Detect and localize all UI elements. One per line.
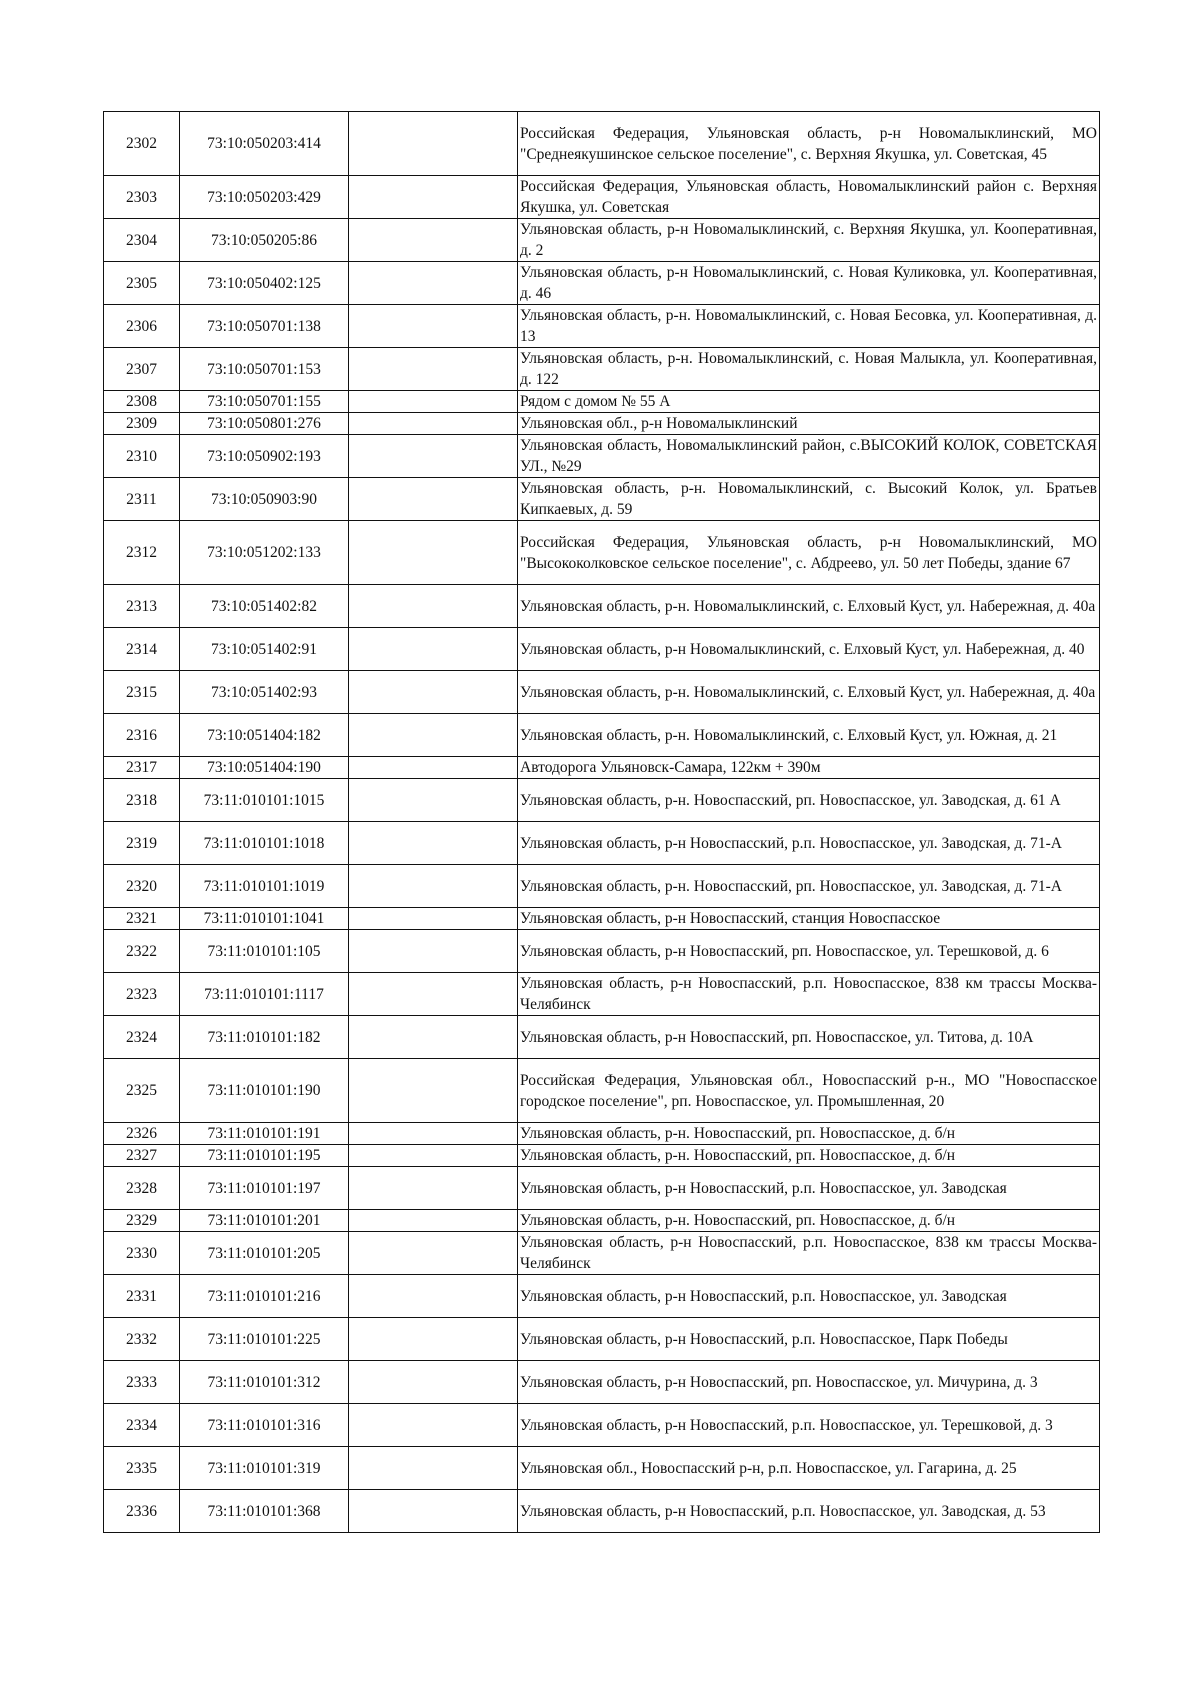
table-row [104, 822, 1100, 865]
address-cell: Ульяновская область, р-н Новоспасский, рп. Новоспасское, ул. Мичурина, д. 3 [518, 1361, 1100, 1404]
row-number-cell: 2327 [104, 1145, 180, 1167]
row-number-cell: 2312 [104, 521, 180, 585]
table-row [104, 1210, 1100, 1232]
empty-cell [349, 413, 518, 435]
table-row [104, 521, 1100, 585]
empty-cell [349, 478, 518, 521]
table-row [104, 973, 1100, 1016]
table-row [104, 1123, 1100, 1145]
row-number-cell: 2325 [104, 1059, 180, 1123]
empty-cell [349, 521, 518, 585]
table-row [104, 348, 1100, 391]
address-cell: Ульяновская область, р-н. Новомалыклинский, с. Новая Малыкла, ул. Кооперативная, д. 122 [518, 348, 1100, 391]
registry-table [103, 111, 1100, 1533]
table-row [104, 714, 1100, 757]
table-row [104, 1318, 1100, 1361]
table-row [104, 1404, 1100, 1447]
empty-cell [349, 671, 518, 714]
cadastral-number-cell: 73:11:010101:225 [180, 1318, 349, 1361]
table-row [104, 1016, 1100, 1059]
empty-cell [349, 1059, 518, 1123]
table-row [104, 865, 1100, 908]
cadastral-number-cell: 73:11:010101:191 [180, 1123, 349, 1145]
row-number-cell: 2302 [104, 112, 180, 176]
address-cell: Ульяновская обл., р-н Новомалыклинский [518, 413, 1100, 435]
address-cell: Ульяновская область, Новомалыклинский район, с.ВЫСОКИЙ КОЛОК, СОВЕТСКАЯ УЛ., №29 [518, 435, 1100, 478]
empty-cell [349, 779, 518, 822]
row-number-cell: 2331 [104, 1275, 180, 1318]
address-cell: Ульяновская область, р-н. Новомалыклинский, с. Высокий Колок, ул. Братьев Кипкаевых, д. 59 [518, 478, 1100, 521]
empty-cell [349, 305, 518, 348]
empty-cell [349, 435, 518, 478]
address-cell: Ульяновская область, р-н Новомалыклинский, с. Новая Куликовка, ул. Кооперативная, д. 46 [518, 262, 1100, 305]
cadastral-number-cell: 73:11:010101:1117 [180, 973, 349, 1016]
address-cell: Ульяновская область, р-н. Новоспасский, рп. Новоспасское, д. б/н [518, 1210, 1100, 1232]
cadastral-number-cell: 73:11:010101:312 [180, 1361, 349, 1404]
table-row [104, 262, 1100, 305]
empty-cell [349, 1404, 518, 1447]
row-number-cell: 2324 [104, 1016, 180, 1059]
row-number-cell: 2326 [104, 1123, 180, 1145]
row-number-cell: 2311 [104, 478, 180, 521]
row-number-cell: 2319 [104, 822, 180, 865]
table-row [104, 1059, 1100, 1123]
empty-cell [349, 1016, 518, 1059]
cadastral-number-cell: 73:10:050701:138 [180, 305, 349, 348]
table-row [104, 1490, 1100, 1533]
address-cell: Российская Федерация, Ульяновская область, р-н Новомалыклинский, МО "Среднеякушинское сельское поселение", с. Верхняя Якушка, ул. Советская, 45 [518, 112, 1100, 176]
empty-cell [349, 865, 518, 908]
address-cell: Российская Федерация, Ульяновская область, Новомалыклинский район с. Верхняя Якушка, ул. Советская [518, 176, 1100, 219]
address-cell: Ульяновская область, р-н. Новоспасский, рп. Новоспасское, ул. Заводская, д. 71-А [518, 865, 1100, 908]
row-number-cell: 2328 [104, 1167, 180, 1210]
row-number-cell: 2334 [104, 1404, 180, 1447]
empty-cell [349, 1447, 518, 1490]
address-cell: Ульяновская область, р-н Новоспасский, р.п. Новоспасское, ул. Заводская, д. 71-А [518, 822, 1100, 865]
address-cell: Ульяновская область, р-н. Новомалыклинский, с. Елховый Куст, ул. Южная, д. 21 [518, 714, 1100, 757]
empty-cell [349, 908, 518, 930]
address-cell: Ульяновская область, р-н. Новоспасский, рп. Новоспасское, д. б/н [518, 1145, 1100, 1167]
cadastral-number-cell: 73:11:010101:190 [180, 1059, 349, 1123]
address-cell: Рядом с домом № 55 А [518, 391, 1100, 413]
address-cell: Ульяновская область, р-н Новоспасский, р.п. Новоспасское, 838 км трассы Москва-Челябинск [518, 973, 1100, 1016]
empty-cell [349, 1232, 518, 1275]
cadastral-number-cell: 73:10:050801:276 [180, 413, 349, 435]
row-number-cell: 2322 [104, 930, 180, 973]
address-cell: Российская Федерация, Ульяновская область, р-н Новомалыклинский, МО "Высококолковское сельское поселение", с. Абдреево, ул. 50 лет Победы, здание 67 [518, 521, 1100, 585]
address-cell: Ульяновская обл., Новоспасский р-н, р.п. Новоспасское, ул. Гагарина, д. 25 [518, 1447, 1100, 1490]
cadastral-number-cell: 73:10:051402:82 [180, 585, 349, 628]
address-cell: Ульяновская область, р-н Новоспасский, р.п. Новоспасское, ул. Заводская [518, 1275, 1100, 1318]
address-cell: Ульяновская область, р-н Новоспасский, р.п. Новоспасское, 838 км трассы Москва-Челябинск [518, 1232, 1100, 1275]
empty-cell [349, 391, 518, 413]
row-number-cell: 2314 [104, 628, 180, 671]
address-cell: Автодорога Ульяновск-Самара, 122км + 390м [518, 757, 1100, 779]
address-cell: Ульяновская область, р-н Новоспасский, р.п. Новоспасское, ул. Заводская, д. 53 [518, 1490, 1100, 1533]
row-number-cell: 2336 [104, 1490, 180, 1533]
cadastral-number-cell: 73:11:010101:1018 [180, 822, 349, 865]
table-row [104, 1275, 1100, 1318]
row-number-cell: 2332 [104, 1318, 180, 1361]
row-number-cell: 2309 [104, 413, 180, 435]
row-number-cell: 2321 [104, 908, 180, 930]
row-number-cell: 2318 [104, 779, 180, 822]
address-cell: Ульяновская область, р-н. Новомалыклинский, с. Елховый Куст, ул. Набережная, д. 40а [518, 585, 1100, 628]
cadastral-number-cell: 73:11:010101:197 [180, 1167, 349, 1210]
address-cell: Ульяновская область, р-н Новоспасский, рп. Новоспасское, ул. Титова, д. 10А [518, 1016, 1100, 1059]
row-number-cell: 2316 [104, 714, 180, 757]
row-number-cell: 2335 [104, 1447, 180, 1490]
row-number-cell: 2306 [104, 305, 180, 348]
address-cell: Ульяновская область, р-н Новоспасский, р.п. Новоспасское, ул. Терешковой, д. 3 [518, 1404, 1100, 1447]
table-row [104, 1145, 1100, 1167]
cadastral-number-cell: 73:10:051404:182 [180, 714, 349, 757]
address-cell: Ульяновская область, р-н Новоспасский, р.п. Новоспасское, ул. Заводская [518, 1167, 1100, 1210]
cadastral-number-cell: 73:11:010101:316 [180, 1404, 349, 1447]
address-cell: Ульяновская область, р-н Новомалыклинский, с. Верхняя Якушка, ул. Кооперативная, д. 2 [518, 219, 1100, 262]
address-cell: Российская Федерация, Ульяновская обл., Новоспасский р-н., МО "Новоспасское городское поселение", рп. Новоспасское, ул. Промышленная, 20 [518, 1059, 1100, 1123]
row-number-cell: 2308 [104, 391, 180, 413]
cadastral-number-cell: 73:10:050203:414 [180, 112, 349, 176]
table-row [104, 176, 1100, 219]
empty-cell [349, 348, 518, 391]
row-number-cell: 2305 [104, 262, 180, 305]
table-row [104, 391, 1100, 413]
cadastral-number-cell: 73:10:050903:90 [180, 478, 349, 521]
cadastral-number-cell: 73:11:010101:182 [180, 1016, 349, 1059]
table-row [104, 671, 1100, 714]
table-row [104, 478, 1100, 521]
row-number-cell: 2320 [104, 865, 180, 908]
address-cell: Ульяновская область, р-н Новоспасский, станция Новоспасское [518, 908, 1100, 930]
row-number-cell: 2317 [104, 757, 180, 779]
empty-cell [349, 176, 518, 219]
cadastral-number-cell: 73:11:010101:1015 [180, 779, 349, 822]
cadastral-number-cell: 73:10:050402:125 [180, 262, 349, 305]
address-cell: Ульяновская область, р-н. Новомалыклинский, с. Елховый Куст, ул. Набережная, д. 40а [518, 671, 1100, 714]
table-row [104, 305, 1100, 348]
address-cell: Ульяновская область, р-н. Новоспасский, рп. Новоспасское, д. б/н [518, 1123, 1100, 1145]
empty-cell [349, 714, 518, 757]
cadastral-number-cell: 73:11:010101:205 [180, 1232, 349, 1275]
empty-cell [349, 1275, 518, 1318]
table-row [104, 908, 1100, 930]
table-row [104, 757, 1100, 779]
empty-cell [349, 930, 518, 973]
table-row [104, 585, 1100, 628]
cadastral-number-cell: 73:10:051402:93 [180, 671, 349, 714]
row-number-cell: 2303 [104, 176, 180, 219]
cadastral-number-cell: 73:11:010101:368 [180, 1490, 349, 1533]
cadastral-number-cell: 73:10:051404:190 [180, 757, 349, 779]
row-number-cell: 2329 [104, 1210, 180, 1232]
table-row [104, 435, 1100, 478]
empty-cell [349, 262, 518, 305]
empty-cell [349, 585, 518, 628]
empty-cell [349, 1210, 518, 1232]
address-cell: Ульяновская область, р-н Новомалыклинский, с. Елховый Куст, ул. Набережная, д. 40 [518, 628, 1100, 671]
table-row [104, 219, 1100, 262]
empty-cell [349, 757, 518, 779]
empty-cell [349, 628, 518, 671]
table-row [104, 1167, 1100, 1210]
empty-cell [349, 1123, 518, 1145]
cadastral-number-cell: 73:10:051402:91 [180, 628, 349, 671]
table-row [104, 1232, 1100, 1275]
table-row [104, 628, 1100, 671]
table-row [104, 1447, 1100, 1490]
empty-cell [349, 1490, 518, 1533]
empty-cell [349, 1145, 518, 1167]
cadastral-number-cell: 73:10:050902:193 [180, 435, 349, 478]
cadastral-number-cell: 73:11:010101:105 [180, 930, 349, 973]
cadastral-number-cell: 73:11:010101:1041 [180, 908, 349, 930]
empty-cell [349, 973, 518, 1016]
empty-cell [349, 1318, 518, 1361]
cadastral-number-cell: 73:10:050205:86 [180, 219, 349, 262]
empty-cell [349, 1361, 518, 1404]
row-number-cell: 2323 [104, 973, 180, 1016]
cadastral-number-cell: 73:10:051202:133 [180, 521, 349, 585]
cadastral-number-cell: 73:11:010101:1019 [180, 865, 349, 908]
row-number-cell: 2330 [104, 1232, 180, 1275]
cadastral-number-cell: 73:10:050203:429 [180, 176, 349, 219]
table-row [104, 1361, 1100, 1404]
table-row [104, 112, 1100, 176]
row-number-cell: 2315 [104, 671, 180, 714]
row-number-cell: 2333 [104, 1361, 180, 1404]
cadastral-number-cell: 73:10:050701:153 [180, 348, 349, 391]
table-row [104, 413, 1100, 435]
table-row [104, 930, 1100, 973]
cadastral-number-cell: 73:11:010101:216 [180, 1275, 349, 1318]
empty-cell [349, 822, 518, 865]
address-cell: Ульяновская область, р-н Новоспасский, р.п. Новоспасское, Парк Победы [518, 1318, 1100, 1361]
cadastral-number-cell: 73:11:010101:201 [180, 1210, 349, 1232]
table-row [104, 779, 1100, 822]
row-number-cell: 2313 [104, 585, 180, 628]
cadastral-number-cell: 73:11:010101:319 [180, 1447, 349, 1490]
row-number-cell: 2310 [104, 435, 180, 478]
address-cell: Ульяновская область, р-н Новоспасский, рп. Новоспасское, ул. Терешковой, д. 6 [518, 930, 1100, 973]
empty-cell [349, 1167, 518, 1210]
address-cell: Ульяновская область, р-н. Новомалыклинский, с. Новая Бесовка, ул. Кооперативная, д. 13 [518, 305, 1100, 348]
cadastral-number-cell: 73:10:050701:155 [180, 391, 349, 413]
address-cell: Ульяновская область, р-н. Новоспасский, рп. Новоспасское, ул. Заводская, д. 61 А [518, 779, 1100, 822]
cadastral-number-cell: 73:11:010101:195 [180, 1145, 349, 1167]
row-number-cell: 2304 [104, 219, 180, 262]
empty-cell [349, 219, 518, 262]
row-number-cell: 2307 [104, 348, 180, 391]
registry-table-body [104, 112, 1100, 1533]
empty-cell [349, 112, 518, 176]
